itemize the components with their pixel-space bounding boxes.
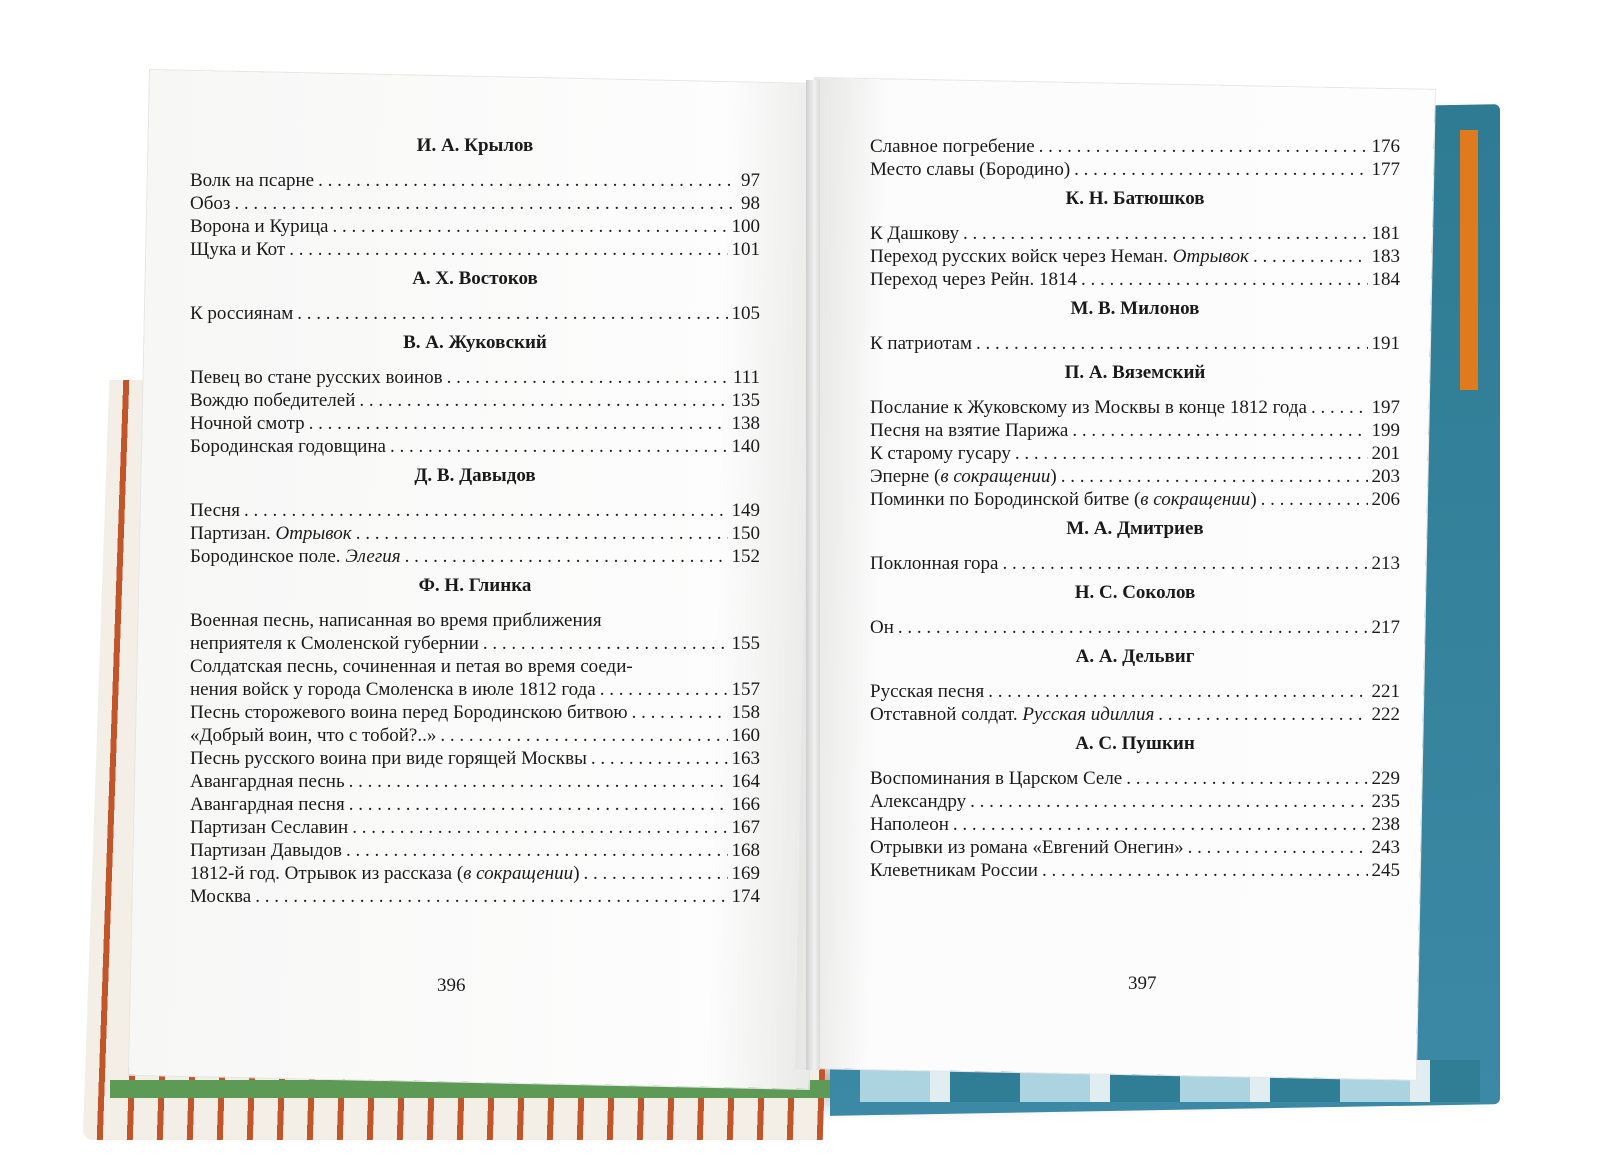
toc-entry	[870, 616, 1400, 639]
toc-entry-page: 169	[731, 863, 760, 884]
toc-leader-dots	[1072, 419, 1367, 442]
toc-entry-page: 163	[731, 748, 760, 769]
toc-entry-title: Александру	[870, 791, 967, 812]
author-heading: Ф. Н. Глинка	[418, 575, 532, 596]
toc-entry-page: 138	[731, 413, 760, 434]
toc-leader-dots	[356, 522, 728, 545]
toc-leader-dots	[359, 389, 727, 412]
toc-entry-page: 238	[1371, 814, 1400, 835]
toc-entry-title: К россиянам	[190, 303, 294, 324]
toc-entry-subtitle: Отрывок	[275, 523, 352, 544]
toc-leader-dots	[1042, 859, 1368, 882]
toc-entry-title: Наполеон	[870, 814, 949, 835]
toc-entry	[870, 859, 1400, 882]
toc-entry	[190, 609, 760, 655]
toc-entry	[190, 238, 760, 261]
toc-entry-title: Он	[870, 617, 894, 638]
toc-entry-title: Поминки по Бородинской битве (в сокращении)	[870, 489, 1257, 510]
toc-entry-title: К старому гусару	[870, 443, 1011, 464]
toc-entry-subtitle: Русская идиллия	[1022, 704, 1155, 725]
toc-leader-dots	[1081, 268, 1368, 291]
toc-leader-dots	[405, 545, 728, 568]
toc-entry-title: Отставной солдат. Русская идиллия	[870, 704, 1155, 725]
toc-entry-page: 157	[731, 679, 760, 700]
toc-entry	[190, 412, 760, 435]
toc-entry-title: Послание к Жуковскому из Москвы в конце 1812 года	[870, 397, 1307, 418]
toc-leader-dots	[1039, 135, 1368, 158]
toc-entry-page: 217	[1371, 617, 1400, 638]
toc-entry-page: 140	[731, 436, 760, 457]
toc-entry-page: 235	[1371, 791, 1400, 812]
toc-entry	[190, 522, 760, 545]
toc-entry	[870, 268, 1400, 291]
toc-entry	[870, 813, 1400, 836]
toc-entry-title: Вождю победителей	[190, 390, 356, 411]
toc-entry-title: Песнь русского воина при виде горящей Москвы	[190, 748, 587, 769]
toc-entry	[870, 245, 1400, 268]
toc-entry-title: Ночной смотр	[190, 413, 305, 434]
toc-entry	[190, 839, 760, 862]
toc-entry-title: Переход русских войск через Неман. Отрывок	[870, 246, 1249, 267]
toc-leader-dots	[255, 885, 727, 908]
toc-leader-dots	[988, 680, 1367, 703]
toc-entry-page: 158	[731, 702, 760, 723]
toc-leader-dots	[1253, 245, 1368, 268]
toc-entry-page: 229	[1371, 768, 1400, 789]
toc-leader-dots	[600, 678, 728, 701]
toc-leader-dots	[1015, 442, 1368, 465]
toc-entry	[870, 703, 1400, 726]
toc-entry-title: Волк на псарне	[190, 170, 315, 191]
toc-leader-dots	[352, 816, 727, 839]
toc-entry-title: «Добрый воин, что с тобой?..»	[190, 725, 437, 746]
toc-entry-title: Место славы (Бородино)	[870, 159, 1071, 180]
toc-leader-dots	[1188, 836, 1368, 859]
toc-entry-page: 203	[1371, 466, 1400, 487]
toc-entry	[870, 396, 1400, 419]
toc-entry	[870, 790, 1400, 813]
toc-entry-page: 221	[1371, 681, 1400, 702]
toc-entry-title: Партизан Давыдов	[190, 840, 342, 861]
toc-entry-page: 152	[731, 546, 760, 567]
toc-entry-title: Авангардная песня	[190, 794, 345, 815]
toc-entry-page: 166	[731, 794, 760, 815]
toc-entry-title: нения войск у города Смоленска в июле 1812 года	[190, 679, 596, 700]
toc-entry	[190, 655, 760, 701]
toc-entry-title: Авангардная песнь	[190, 771, 345, 792]
toc-entry-title: Москва	[190, 886, 252, 907]
toc-entry	[190, 770, 760, 793]
toc-entry-page: 150	[731, 523, 760, 544]
toc-entry	[190, 169, 760, 192]
toc-leader-dots	[1158, 703, 1367, 726]
toc-leader-dots	[632, 701, 728, 724]
toc-entry-page: 149	[731, 500, 760, 521]
toc-entry	[190, 816, 760, 839]
toc-leader-dots	[976, 332, 1368, 355]
toc-entry-title: Песня на взятие Парижа	[870, 420, 1069, 441]
toc-entry	[190, 499, 760, 522]
toc-entry-title: Песнь сторожевого воина перед Бородинскою битвою	[190, 702, 628, 723]
author-heading: М. А. Дмитриев	[1066, 518, 1204, 539]
toc-entry-title: Воспоминания в Царском Селе	[870, 768, 1123, 789]
toc-entry	[190, 215, 760, 238]
toc-entry-title: Отрывки из романа «Евгений Онегин»	[870, 837, 1184, 858]
toc-leader-dots	[234, 192, 737, 215]
toc-entry-page: 183	[1371, 246, 1400, 267]
toc-entry-title-line1: Солдатская песнь, сочиненная и петая во время соеди-	[190, 656, 633, 677]
toc-entry-page: 199	[1371, 420, 1400, 441]
toc-entry-title: Русская песня	[870, 681, 985, 702]
toc-entry-title: Славное погребение	[870, 136, 1035, 157]
toc-leader-dots	[349, 793, 728, 816]
toc-entry-page: 222	[1371, 704, 1400, 725]
toc-entry	[190, 192, 760, 215]
toc-entry-page: 105	[731, 303, 760, 324]
toc-entry-title-line1: Военная песнь, написанная во время приближения	[190, 610, 602, 631]
book-cover-right-strip	[1460, 130, 1478, 390]
toc-leader-dots	[244, 499, 728, 522]
toc-entry	[870, 222, 1400, 245]
toc-leader-dots	[584, 862, 728, 885]
author-heading: К. Н. Батюшков	[1065, 188, 1205, 209]
toc-entry-title: Ворона и Курица	[190, 216, 329, 237]
toc-entry	[870, 158, 1400, 181]
toc-entry-title: Партизан. Отрывок	[190, 523, 352, 544]
toc-leader-dots	[970, 790, 1367, 813]
book-gutter	[806, 80, 820, 1070]
toc-entry	[870, 442, 1400, 465]
toc-entry	[870, 767, 1400, 790]
author-heading: А. Х. Востоков	[412, 268, 538, 289]
toc-entry-page: 174	[731, 886, 760, 907]
toc-leader-dots	[591, 747, 728, 770]
author-heading: М. В. Милонов	[1070, 298, 1200, 319]
toc-entry-subtitle: в сокращении	[940, 466, 1051, 487]
toc-entry	[870, 836, 1400, 859]
author-heading: А. С. Пушкин	[1075, 733, 1195, 754]
left-page-number: 396	[437, 975, 466, 996]
toc-entry-page: 191	[1371, 333, 1400, 354]
toc-entry-page: 135	[731, 390, 760, 411]
toc-entry-page: 164	[731, 771, 760, 792]
toc-leader-dots	[1261, 488, 1368, 511]
toc-entry	[190, 701, 760, 724]
toc-entry	[190, 366, 760, 389]
author-heading: Н. С. Соколов	[1074, 582, 1196, 603]
toc-leader-dots	[447, 366, 729, 389]
toc-entry	[870, 552, 1400, 575]
toc-entry-title: Певец во стане русских воинов	[190, 367, 443, 388]
toc-entry-title: Песня	[190, 500, 240, 521]
toc-leader-dots	[1002, 552, 1367, 575]
toc-leader-dots	[390, 435, 728, 458]
toc-entry	[190, 302, 760, 325]
toc-leader-dots	[483, 632, 728, 655]
toc-entry-page: 98	[741, 193, 760, 214]
toc-entry-page: 97	[741, 170, 760, 191]
right-page-number: 397	[1128, 973, 1157, 994]
toc-entry-page: 181	[1371, 223, 1400, 244]
toc-entry-page: 177	[1371, 159, 1400, 180]
toc-entry-title: К Дашкову	[870, 223, 960, 244]
toc-entry-subtitle: в сокращении	[463, 863, 574, 884]
toc-entry-title: Партизан Сеславин	[190, 817, 349, 838]
toc-entry-title: Переход через Рейн. 1814	[870, 269, 1077, 290]
left-page-contents	[190, 128, 760, 908]
toc-entry-title: Щука и Кот	[190, 239, 286, 260]
toc-leader-dots	[953, 813, 1368, 836]
toc-entry	[190, 545, 760, 568]
toc-entry	[870, 488, 1400, 511]
toc-entry	[190, 747, 760, 770]
toc-entry	[870, 465, 1400, 488]
toc-leader-dots	[297, 302, 727, 325]
toc-leader-dots	[346, 839, 728, 862]
toc-leader-dots	[349, 770, 728, 793]
author-heading: А. А. Дельвиг	[1075, 646, 1195, 667]
toc-leader-dots	[898, 616, 1368, 639]
toc-entry-page: 245	[1371, 860, 1400, 881]
toc-entry-page: 206	[1371, 489, 1400, 510]
toc-entry-page: 101	[731, 239, 760, 260]
toc-entry	[870, 135, 1400, 158]
toc-entry-title: Эпернe (в сокращении)	[870, 466, 1057, 487]
toc-entry-page: 167	[731, 817, 760, 838]
toc-leader-dots	[318, 169, 737, 192]
right-page-contents	[870, 135, 1400, 882]
toc-entry-subtitle: Отрывок	[1172, 246, 1249, 267]
toc-entry	[870, 332, 1400, 355]
toc-leader-dots	[1311, 396, 1368, 419]
toc-entry-page: 168	[731, 840, 760, 861]
toc-entry-subtitle: в сокращении	[1140, 489, 1251, 510]
toc-entry-page: 155	[731, 633, 760, 654]
toc-entry-page: 111	[732, 367, 760, 388]
author-heading: Д. В. Давыдов	[414, 465, 536, 486]
author-heading: П. А. Вяземский	[1064, 362, 1206, 383]
toc-leader-dots	[309, 412, 728, 435]
toc-entry-page: 100	[731, 216, 760, 237]
toc-entry-title: К патриотам	[870, 333, 972, 354]
toc-leader-dots	[1074, 158, 1367, 181]
toc-entry	[190, 724, 760, 747]
toc-entry	[870, 680, 1400, 703]
toc-leader-dots	[332, 215, 727, 238]
toc-entry-title: Поклонная гора	[870, 553, 999, 574]
author-heading: В. А. Жуковский	[403, 332, 547, 353]
toc-entry-title: неприятеля к Смоленской губернии	[190, 633, 479, 654]
toc-entry	[870, 419, 1400, 442]
toc-entry-subtitle: Элегия	[345, 546, 401, 567]
toc-leader-dots	[1126, 767, 1367, 790]
toc-entry-page: 176	[1371, 136, 1400, 157]
toc-entry	[190, 389, 760, 412]
toc-entry	[190, 885, 760, 908]
toc-entry	[190, 862, 760, 885]
toc-leader-dots	[1061, 465, 1368, 488]
toc-leader-dots	[289, 238, 727, 261]
toc-entry	[190, 435, 760, 458]
toc-entry-title: Бородинская годовщина	[190, 436, 386, 457]
toc-entry-title: 1812-й год. Отрывок из рассказа (в сокращении)	[190, 863, 580, 884]
toc-leader-dots	[440, 724, 727, 747]
toc-entry-title: Бородинское поле. Элегия	[190, 546, 401, 567]
toc-entry-page: 213	[1371, 553, 1400, 574]
toc-entry-page: 197	[1371, 397, 1400, 418]
toc-entry-title: Клеветникам России	[870, 860, 1038, 881]
toc-entry-title: Обоз	[190, 193, 231, 214]
toc-entry-page: 160	[731, 725, 760, 746]
toc-entry	[190, 793, 760, 816]
author-heading: И. А. Крылов	[416, 135, 534, 156]
toc-entry-page: 184	[1371, 269, 1400, 290]
toc-leader-dots	[963, 222, 1367, 245]
toc-entry-page: 243	[1371, 837, 1400, 858]
toc-entry-page: 201	[1371, 443, 1400, 464]
